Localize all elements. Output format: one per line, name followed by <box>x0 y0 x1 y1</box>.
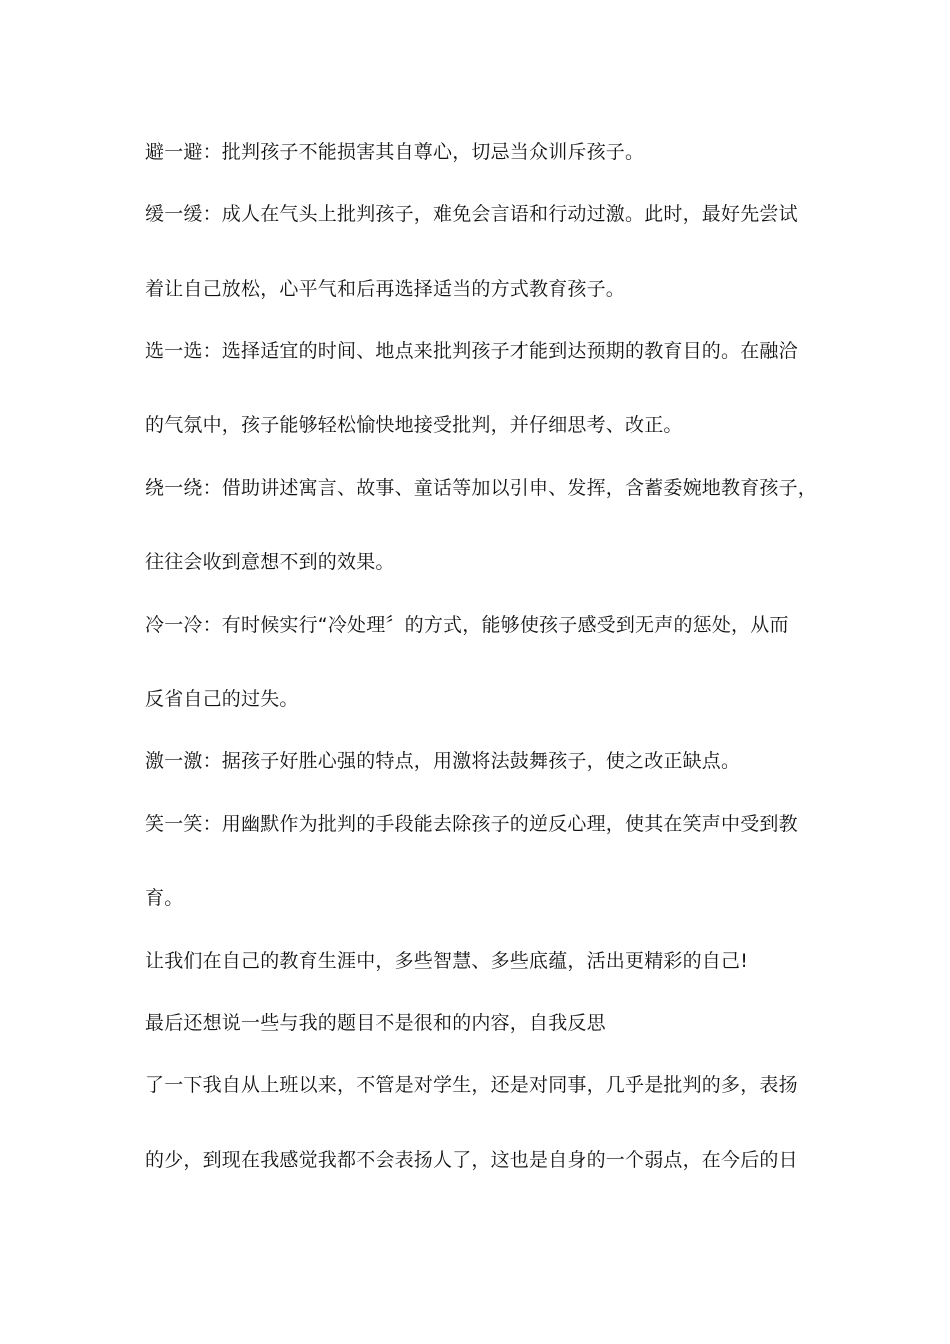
text-line-stimulate: 激一激：据孩子好胜心强的特点，用激将法鼓舞孩子，使之改正缺点。 <box>145 750 741 772</box>
text-line-avoid: 避一避：批判孩子不能损害其自尊心，切忌当众训斥孩子。 <box>145 141 645 163</box>
text-line-detour: 绕一绕：借助讲述寓言、故事、童话等加以引申、发挥，含蓄委婉地教育孩子， <box>145 477 818 499</box>
text-line-cool-cont: 反省自己的过失。 <box>145 688 299 710</box>
text-line-smile-cont: 育。 <box>145 887 184 909</box>
text-line-detour-cont: 往往会收到意想不到的效果。 <box>145 551 395 573</box>
text-line-closing: 让我们在自己的教育生涯中，多些智慧、多些底蕴，活出更精彩的自己! <box>145 950 749 972</box>
text-line-choose: 选一选：选择适宜的时间、地点来批判孩子才能到达预期的教育目的。在融洽 <box>145 340 798 362</box>
text-line-reflection-end: 的少，到现在我感觉我都不会表扬人了，这也是自身的一个弱点，在今后的日 <box>145 1149 798 1171</box>
text-line-slow-down: 缓一缓：成人在气头上批判孩子，难免会言语和行动过激。此时，最好先尝试 <box>145 203 798 225</box>
text-line-cool: 冷一冷：有时候实行“冷处理〞的方式，能够使孩子感受到无声的惩处，从而 <box>145 614 789 636</box>
text-line-choose-cont: 的气氛中，孩子能够轻松愉快地接受批判，并仔细思考、改正。 <box>145 414 683 436</box>
text-line-slow-down-cont: 着让自己放松，心平气和后再选择适当的方式教育孩子。 <box>145 278 626 300</box>
text-line-reflection: 最后还想说一些与我的题目不是很和的内容，自我反思 <box>145 1012 606 1034</box>
text-line-reflection-cont: 了一下我自从上班以来，不管是对学生，还是对同事，几乎是批判的多，表扬 <box>145 1074 798 1096</box>
text-line-smile: 笑一笑：用幽默作为批判的手段能去除孩子的逆反心理，使其在笑声中受到教 <box>145 813 798 835</box>
